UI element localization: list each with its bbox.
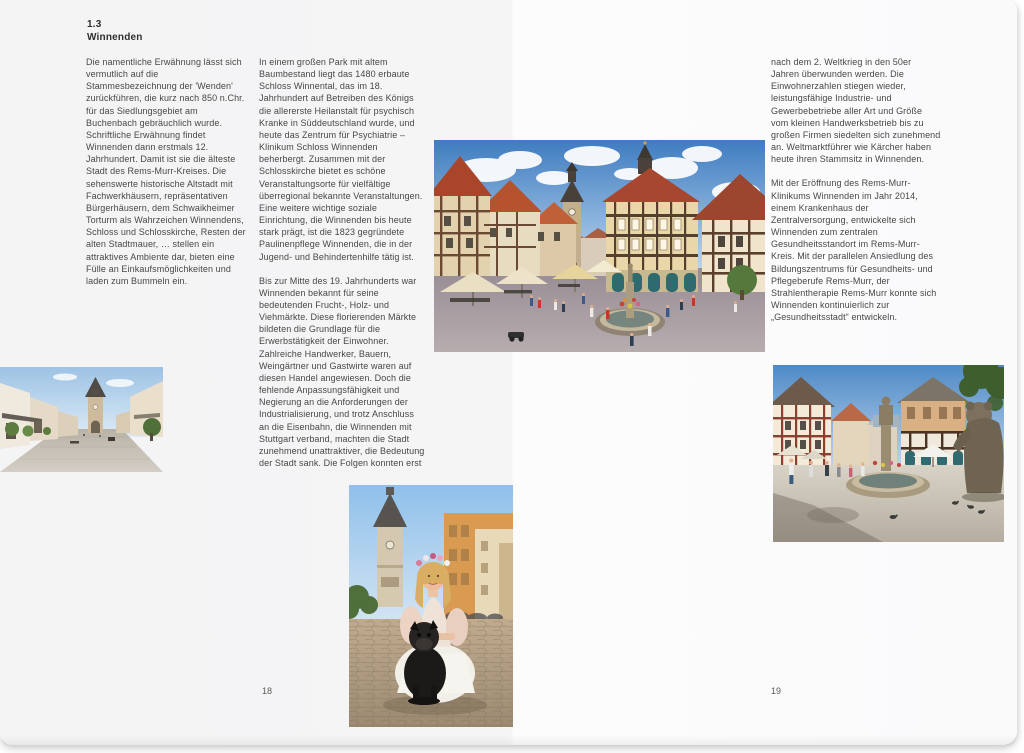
paragraph: nach dem 2. Weltkrieg in den 50er Jahren überwunden werden. Die Einwohnerzahlen stiegen wieder, leistungsfähige Industrie- und Gewerbebetriebe aller Art und Größe vom kleinen Handwerksbetrieb bis zu großen Firmen siedelten sich zunehmend an. Weltmarktführer wie Kärcher haben heute ihren Stammsitz in Winnenden. bbox=[771, 57, 941, 165]
woman-dog-photo bbox=[349, 485, 513, 727]
market-square-illustration bbox=[434, 140, 765, 352]
background-buildings bbox=[444, 513, 513, 625]
street-photo-illustration bbox=[0, 367, 163, 472]
section-heading bbox=[87, 18, 143, 44]
paragraph: In einem großen Park mit altem Baumbestand liegt das 1480 erbaute Schloss Winnental, das im 18. Jahrhundert auf Betreiben des Königs die allererste Heilanstalt für psychisch Kranke in Süddeutschland wurde, und heute das Zentrum für Psychiatrie – Klinikum Schloss Winnenden beherbergt. Zusammen mit der Schlosskirche bietet es schöne Veranstaltungsorte für vielfältige überregional bekannte Veranstaltungen. Eine weitere wichtige soziale Einrichtung, die Winnenden bis heute stark prägt, ist die 1823 gegründete Paulinenpflege Winnenden, die in der Jugend- und Behindertenhilfe tätig ist. bbox=[259, 57, 423, 262]
paragraph: Mit der Eröffnung des Rems-Murr-Klinikums Winnenden im Jahr 2014, einem Krankenhaus der Zentralversorgung, entwickelte sich Winnenden zum zentralen Gesundheitsstandort im Rems-Murr-Kreis. Mit der parallelen Ansiedlung des Bildungszentrums für Gesundheits- und Pflegeberufe Rems-Murr, der Strahlentherapie Rems-Murr konnte sich Winnenden kontinuierlich zur „Gesundheitsstadt“ entwickeln. bbox=[771, 178, 937, 323]
woman-dog-illustration bbox=[349, 485, 513, 727]
paragraph: Bis zur Mitte des 19. Jahrhunderts war Winnenden bekannt für seine bedeutenden Frucht-, Holz- und Viehmärkte. Diese florierenden Märkte bildeten die Grundlage für die Erwerbstätigkeit der Einwohner. Zahlreiche Handwerker, Bauern, Weingärtner und Gastwirte waren auf diesen Handel angewiesen. Doch die fehlende Anpassungsfähigkeit und Negierung an die Anforderungen der Industrialisierung, und trotz Anschluss an die Eisenbahn, die Winnenden mit Stuttgart verband, machten die Stadt zunehmend unattraktiver, die Bedeutung der Stadt sank. Die Folgen konnten erst bbox=[259, 275, 425, 468]
page-number-left: 18 bbox=[262, 686, 273, 696]
page-number-right: 19 bbox=[771, 686, 782, 696]
fountain-photo bbox=[773, 365, 1004, 542]
paragraph: Die namentliche Erwähnung lässt sich vermutlich auf die Stammesbezeichnung der 'Wenden' zurückführen, die kurz nach 850 n.Chr. für das Siedlungsgebiet am Buchenbach gebräuchlich wurde. Schriftliche Erwähnung findet Winnenden dann erstmals 12. Jahrhundert. Damit ist sie die älteste Stadt des Rems-Murr-Kreises. Die sehenswerte historische Altstadt mit Fachwerkhäusern, repräsentativen Bürgerhäusern, dem Schwaikheimer Torturm als Wahrzeichen Winnendens, Schloss und Schlosskirche, Resten der alten Stadtmauer, … stellen ein attraktives Ambiente dar, bieten eine Fülle an Einkaufsmöglichkeiten und laden zum Bummeln ein. bbox=[86, 57, 246, 286]
fountain-illustration bbox=[773, 365, 1004, 542]
text-column-1 bbox=[86, 56, 250, 299]
text-column-3 bbox=[771, 56, 941, 335]
street-photo bbox=[0, 367, 163, 472]
section-number: 1.3 bbox=[87, 19, 102, 30]
market-square-photo bbox=[434, 140, 765, 352]
section-title: Winnenden bbox=[87, 32, 143, 43]
text-column-2 bbox=[259, 56, 426, 481]
